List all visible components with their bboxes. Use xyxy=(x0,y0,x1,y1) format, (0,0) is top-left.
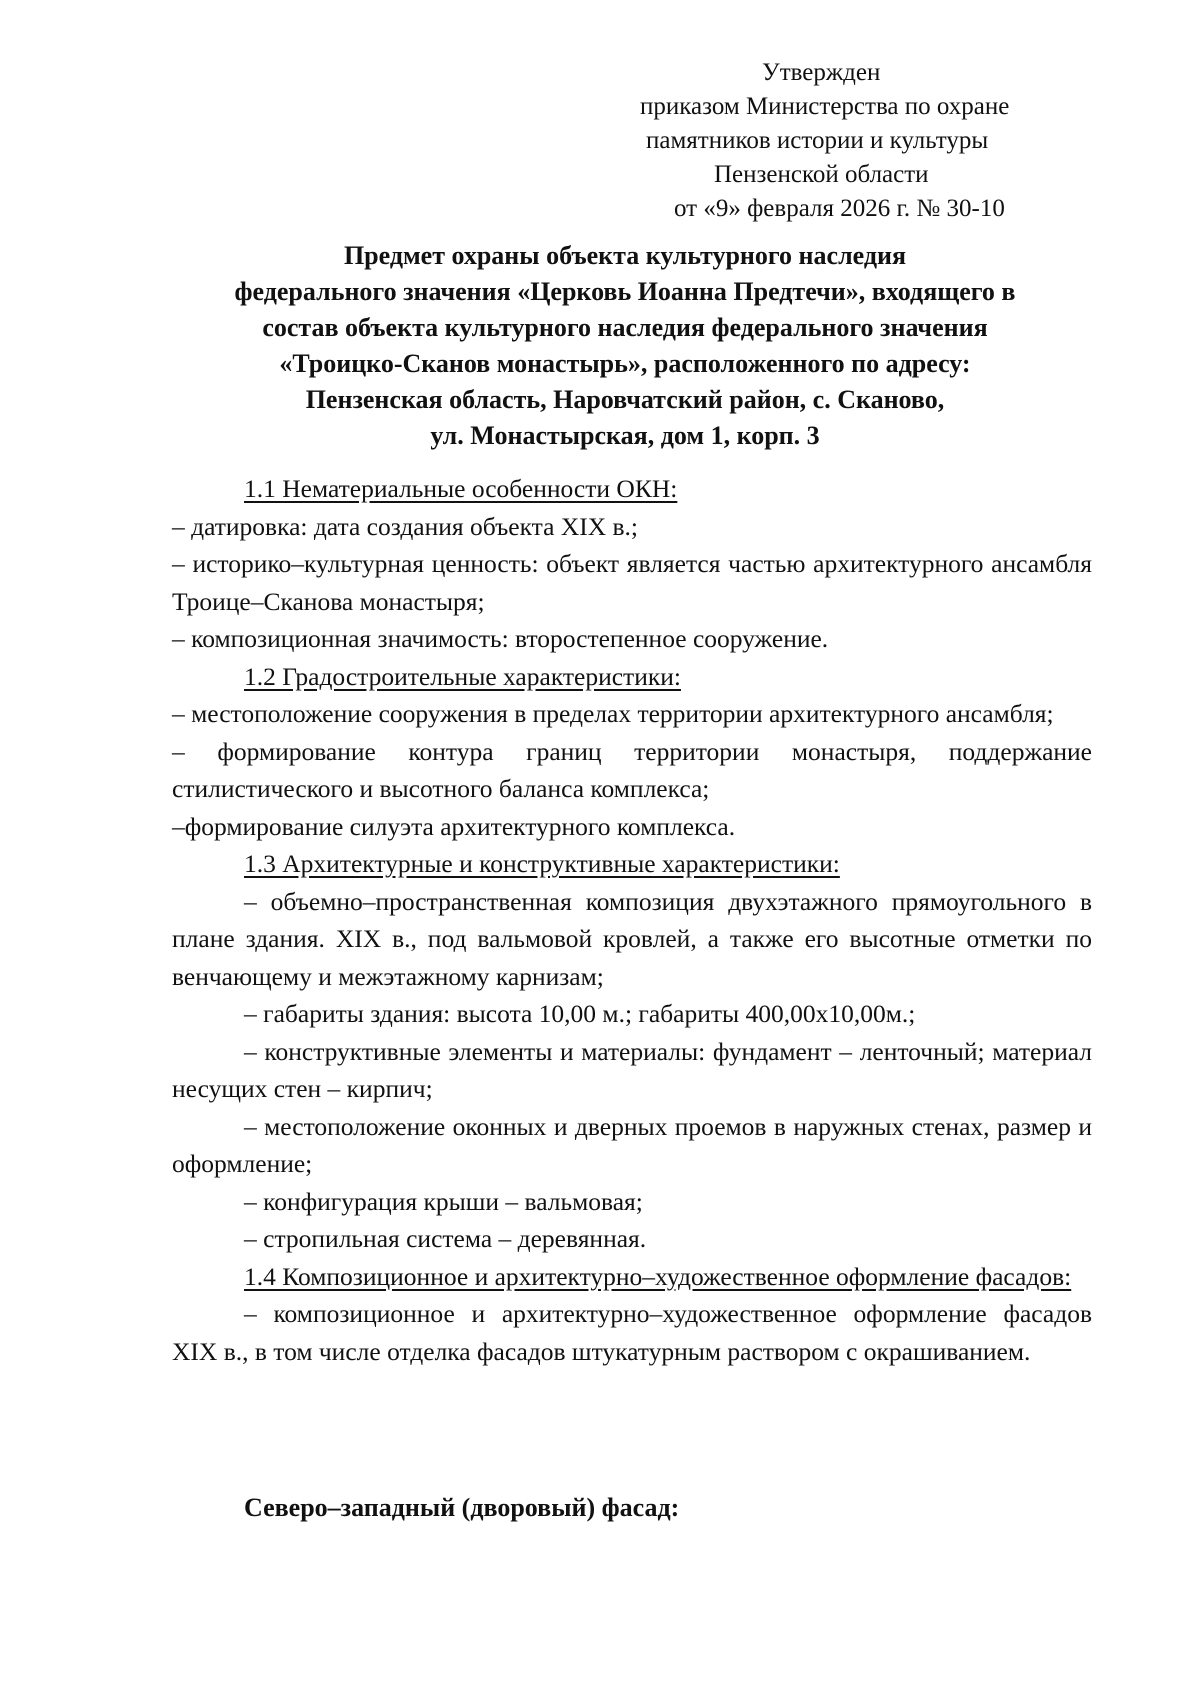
section-heading-text: 1.3 Архитектурные и конструктивные характеристики: xyxy=(244,849,840,878)
list-item: –формирование силуэта архитектурного комплекса. xyxy=(172,811,736,841)
list-item: – композиционное и архитектурно–художественное оформление фасадов XIX в., в том числе отделка фасадов штукатурным раствором с окрашиванием. xyxy=(172,1299,1092,1366)
list-item: – местоположение сооружения в пределах территории архитектурного ансамбля; xyxy=(172,699,1054,728)
list-item: – формирование контура границ территории монастыря, поддержание стилистического и высотного баланса комплекса; xyxy=(172,736,1092,803)
title-line: федерального значения «Церковь Иоанна Предтечи», входящего в xyxy=(234,277,1016,306)
section-heading xyxy=(172,1258,1092,1296)
list-item: – датировка: дата создания объекта XIX в.; xyxy=(172,511,639,541)
approval-block xyxy=(640,56,1160,226)
approval-line: памятников истории и культуры xyxy=(646,127,989,154)
section-heading-text: 1.2 Градостроительные характеристики: xyxy=(244,661,681,691)
title-line: Предмет охраны объекта культурного наследия xyxy=(343,241,907,270)
title-line: состав объекта культурного наследия федерального значения xyxy=(262,313,988,342)
section-heading-text: 1.1 Нематериальные особенности ОКН: xyxy=(244,474,678,503)
title-line: «Троицко-Сканов монастырь», расположенного по адресу: xyxy=(279,349,971,378)
list-item: – стропильная система – деревянная. xyxy=(244,1224,647,1253)
section-heading xyxy=(172,470,1092,508)
document-title xyxy=(60,238,1190,454)
approval-line: от «9» февраля 2026 г. № 30-10 xyxy=(674,195,1005,222)
list-item: – местоположение оконных и дверных проемов в наружных стенах, размер и оформление; xyxy=(172,1111,1092,1178)
document-body xyxy=(172,470,1092,1370)
title-line: ул. Монастырская, дом 1, корп. 3 xyxy=(430,421,820,450)
section-heading-text: 1.4 Композиционное и архитектурно–художественное оформление фасадов: xyxy=(244,1261,1072,1291)
list-item: – историко–культурная ценность: объект является частью архитектурного ансамбля Троице–Сканова монастыря; xyxy=(172,549,1092,616)
list-item: – габариты здания: высота 10,00 м.; габариты 400,00х10,00м.; xyxy=(244,999,916,1028)
list-item: – конфигурация крыши – вальмовая; xyxy=(244,1186,643,1216)
section-heading xyxy=(172,845,1092,883)
approval-line: приказом Министерства по охране xyxy=(640,93,1010,120)
title-line: Пензенская область, Наровчатский район, с. Сканово, xyxy=(305,385,945,414)
approval-line: Утвержден xyxy=(762,59,881,86)
list-item: – композиционная значимость: второстепенное сооружение. xyxy=(172,624,829,653)
facade-subheading: Северо–западный (дворовый) фасад: xyxy=(244,1493,680,1522)
list-item: – конструктивные элементы и материалы: фундамент – ленточный; материал несущих стен – кирпич; xyxy=(172,1036,1092,1103)
approval-line: Пензенской области xyxy=(714,161,929,188)
section-heading xyxy=(172,658,1092,696)
list-item: – объемно–пространственная композиция двухэтажного прямоугольного в плане здания. XIX в., под вальмовой кровлей, а также его высотные отметки по венчающему и межэтажному карнизам; xyxy=(172,886,1092,991)
